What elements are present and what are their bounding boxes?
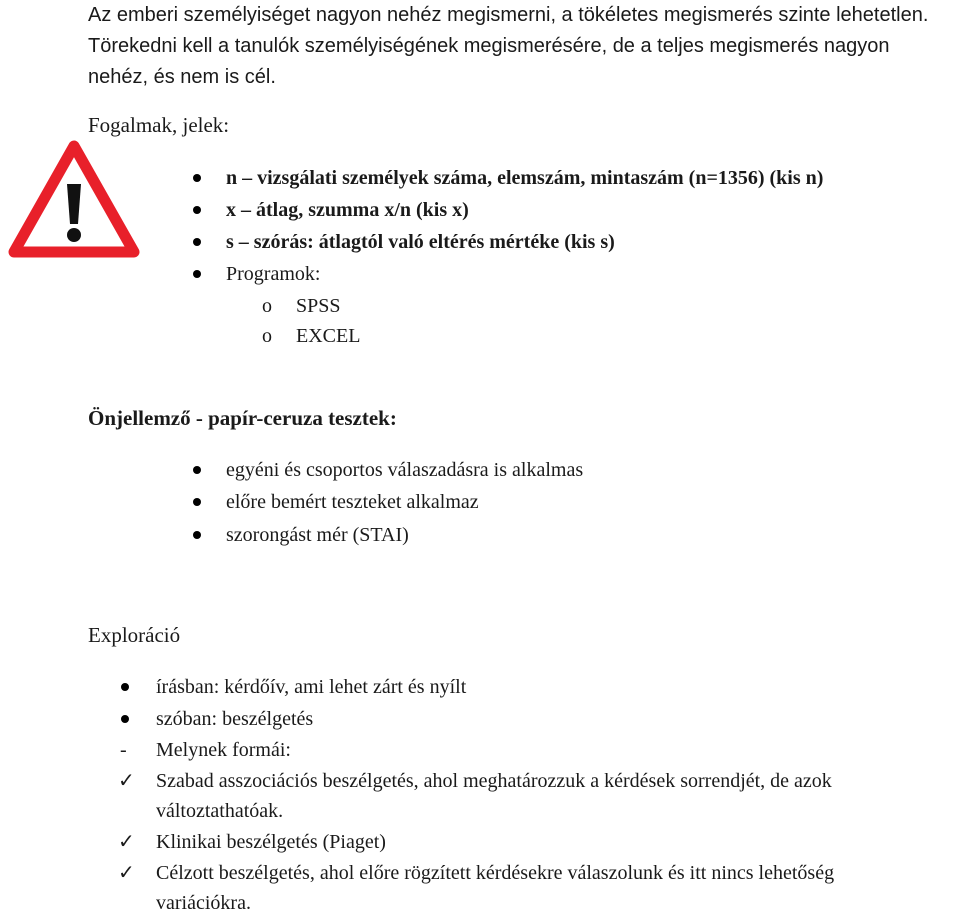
fogalmak-subitem-excel: EXCEL — [296, 325, 361, 347]
bullet — [193, 174, 201, 182]
onjellemzo-item-2: előre bemért teszteket alkalmaz — [226, 491, 479, 513]
intro-line-3: nehéz, és nem is cél. — [88, 66, 276, 88]
fogalmak-item-3: s – szórás: átlagtól való eltérés mértéke (kis s) — [226, 231, 615, 253]
checkmark-icon: ✓ — [118, 862, 135, 884]
exploracio-heading: Exploráció — [88, 623, 181, 647]
checkmark-icon: ✓ — [118, 770, 135, 792]
sub-bullet-marker: o — [262, 325, 272, 347]
fogalmak-subitem-spss: SPSS — [296, 295, 341, 317]
exploracio-check-item-3-line-2: variációkra. — [156, 892, 251, 914]
dash-marker: - — [120, 739, 127, 761]
exploracio-item-1: írásban: kérdőív, ami lehet zárt és nyílt — [156, 676, 467, 698]
fogalmak-item-2: x – átlag, szumma x/n (kis x) — [226, 199, 469, 221]
exploracio-dash-item: Melynek formái: — [156, 739, 291, 761]
bullet — [121, 683, 129, 691]
intro-line-1: Az emberi személyiséget nagyon nehéz megismerni, a tökéletes megismerés szinte lehetetlen. — [88, 4, 929, 26]
exploracio-check-item-2: Klinikai beszélgetés (Piaget) — [156, 831, 386, 853]
intro-paragraph — [88, 0, 948, 93]
fogalmak-item-4: Programok: — [226, 263, 321, 285]
bullet — [193, 466, 201, 474]
warning-triangle-icon — [8, 140, 140, 258]
exploracio-check-item-1-line-1: Szabad asszociációs beszélgetés, ahol meghatározzuk a kérdések sorrendjét, de azok — [156, 770, 832, 792]
exploracio-check-item-3-line-1: Célzott beszélgetés, ahol előre rögzített kérdésekre válaszolunk és itt nincs lehetőség — [156, 862, 835, 884]
bullet — [121, 715, 129, 723]
onjellemzo-item-3: szorongást mér (STAI) — [226, 524, 409, 546]
bullet — [193, 270, 201, 278]
bullet — [193, 238, 201, 246]
bullet — [193, 206, 201, 214]
exploracio-check-item-1-line-2: változtathatóak. — [156, 800, 284, 822]
intro-line-2: Törekedni kell a tanulók személyiségének megismerésére, de a teljes megismerés nagyon — [88, 35, 890, 57]
onjellemzo-heading: Önjellemző - papír-ceruza tesztek: — [88, 406, 397, 430]
fogalmak-heading: Fogalmak, jelek: — [88, 113, 230, 137]
fogalmak-item-1: n – vizsgálati személyek száma, elemszám, mintaszám (n=1356) (kis n) — [226, 167, 824, 189]
sub-bullet-marker: o — [262, 295, 272, 317]
exploracio-item-2: szóban: beszélgetés — [156, 708, 314, 730]
bullet — [193, 531, 201, 539]
onjellemzo-item-1: egyéni és csoportos válaszadásra is alkalmas — [226, 459, 584, 481]
checkmark-icon: ✓ — [118, 831, 135, 853]
bullet — [193, 498, 201, 506]
